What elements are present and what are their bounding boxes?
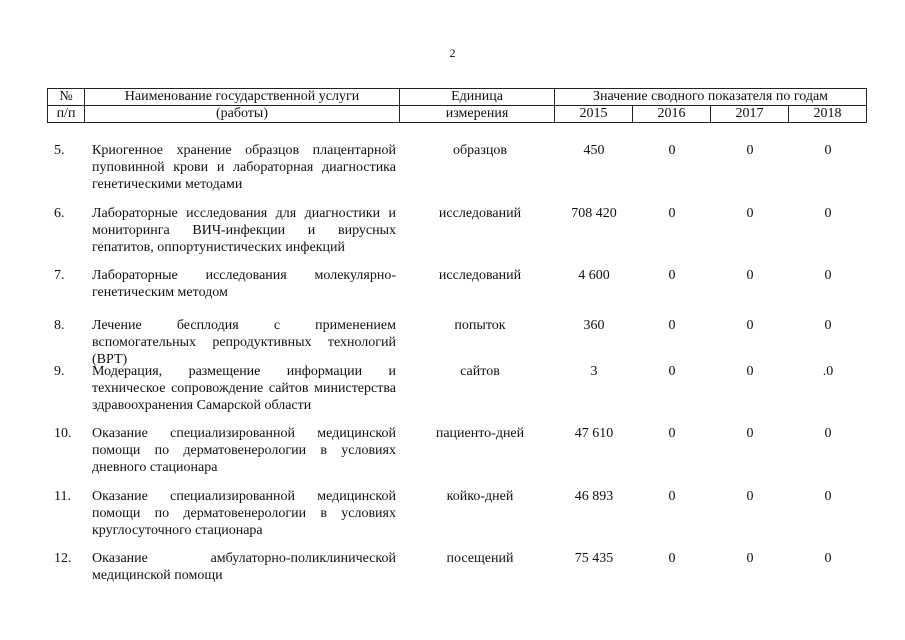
value-2017: 0 <box>746 364 754 379</box>
row-number: 7. <box>54 268 65 283</box>
header-num-top: № <box>48 89 85 106</box>
value-2016: 0 <box>668 318 676 333</box>
row-number: 9. <box>54 364 65 379</box>
value-2018: 0 <box>824 206 832 221</box>
row-number: 5. <box>54 143 65 158</box>
row-number: 12. <box>54 551 72 566</box>
service-name: Лабораторные исследования молекулярно-генетическим методом <box>92 268 396 300</box>
unit-of-measure: исследований <box>438 206 522 221</box>
value-2017: 0 <box>746 143 754 158</box>
value-2016: 0 <box>668 268 676 283</box>
page-number: 2 <box>449 46 456 60</box>
value-2015: 708 420 <box>571 206 617 221</box>
value-2015: 450 <box>583 143 605 158</box>
value-2017: 0 <box>746 426 754 441</box>
row-number: 8. <box>54 318 65 333</box>
value-2015: 47 610 <box>574 426 614 441</box>
header-year-2015: 2015 <box>555 106 633 123</box>
service-name: Лечение бесплодия с применением вспомогательных репродуктивных технологий (ВРТ) <box>92 318 396 367</box>
value-2016: 0 <box>668 551 676 566</box>
value-2018: 0 <box>824 268 832 283</box>
value-2018: 0 <box>824 143 832 158</box>
value-2018: 0 <box>824 318 832 333</box>
value-2017: 0 <box>746 268 754 283</box>
service-name: Криогенное хранение образцов плацентарной пуповинной крови и лабораторная диагностика генетическими методами <box>92 143 396 192</box>
service-name: Лабораторные исследования для диагностики и мониторинга ВИЧ-инфекции и вирусных гепатитов, оппортунистических инфекций <box>92 206 396 255</box>
value-2017: 0 <box>746 489 754 504</box>
value-2016: 0 <box>668 143 676 158</box>
value-2016: 0 <box>668 206 676 221</box>
header-value-group: Значение сводного показателя по годам <box>555 89 867 106</box>
unit-of-measure: попыток <box>454 318 506 333</box>
value-2017: 0 <box>746 318 754 333</box>
unit-of-measure: образцов <box>453 143 507 158</box>
unit-of-measure: исследований <box>438 268 522 283</box>
value-2016: 0 <box>668 489 676 504</box>
header-num-bottom: п/п <box>48 106 85 123</box>
header-year-2018: 2018 <box>789 106 867 123</box>
unit-of-measure: койко-дней <box>446 489 514 504</box>
header-unit-top: Единица <box>400 89 555 106</box>
header-year-2016: 2016 <box>633 106 711 123</box>
value-2015: 75 435 <box>574 551 614 566</box>
value-2016: 0 <box>668 426 676 441</box>
value-2016: 0 <box>668 364 676 379</box>
value-2015: 46 893 <box>574 489 614 504</box>
header-year-2017: 2017 <box>711 106 789 123</box>
value-2015: 360 <box>583 318 605 333</box>
header-unit-bottom: измерения <box>400 106 555 123</box>
header-name-bottom: (работы) <box>85 106 400 123</box>
value-2017: 0 <box>746 551 754 566</box>
service-name: Оказание специализированной медицинской помощи по дерматовенерологии в условиях круглосуточного стационара <box>92 489 396 538</box>
service-name: Оказание амбулаторно-поликлинической медицинской помощи <box>92 551 396 583</box>
value-2018: 0 <box>824 489 832 504</box>
row-number: 11. <box>54 489 71 504</box>
value-2018: 0 <box>824 551 832 566</box>
value-2017: 0 <box>746 206 754 221</box>
value-2018: 0 <box>824 426 832 441</box>
unit-of-measure: посещений <box>446 551 514 566</box>
row-number: 6. <box>54 206 65 221</box>
service-name: Модерация, размещение информации и техническое сопровождение сайтов министерства здравоохранения Самарской области <box>92 364 396 413</box>
value-2018: .0 <box>822 364 834 379</box>
value-2015: 3 <box>590 364 598 379</box>
value-2015: 4 600 <box>578 268 610 283</box>
service-name: Оказание специализированной медицинской помощи по дерматовенерологии в условиях дневного стационара <box>92 426 396 475</box>
row-number: 10. <box>54 426 72 441</box>
unit-of-measure: сайтов <box>460 364 500 379</box>
unit-of-measure: пациенто-дней <box>435 426 525 441</box>
header-name-top: Наименование государственной услуги <box>85 89 400 106</box>
